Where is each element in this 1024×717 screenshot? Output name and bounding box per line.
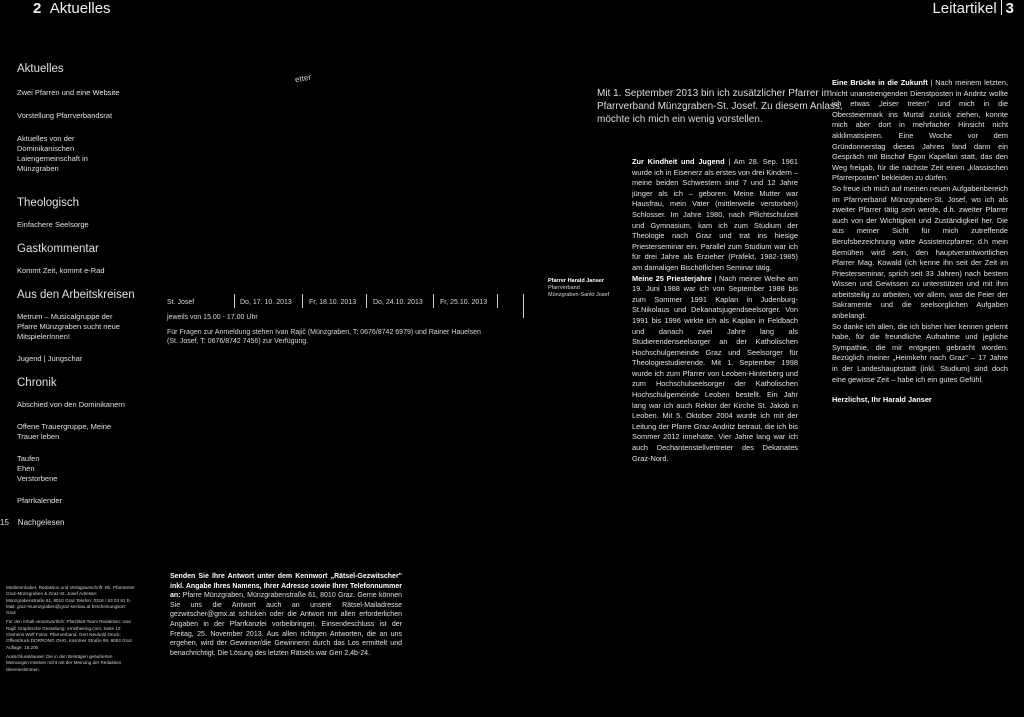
divider — [366, 294, 367, 308]
imprint-block: Medieninhaber, Redaktion und Verlagsanschrift: Rk. Pfarrämter Graz-Münzgraben & Graz-St. Josef Adresse: Münzgrabenstraße 61, 8010 Graz Telefon: 0316 / 83 03 81 E-Mail: graz-muenzgraben@graz-seckau.at Erscheinungsort: Graz — [6, 585, 135, 616]
paragraph-text: Nach meiner Weihe am 19. Juni 1988 war ich von September 1988 bis zum Sommer 1991 Kaplan in Judenburg-St.Nikolaus und Dekanatsjugendseelsorger. Von 1991 bis 1996 wirkte ich als Kaplan in Feldbach und danach zwei Jahre lang als Studierendenseelsorger an der Katholischen Hochschulgemeinde Graz und Seelsorger für Theologiestudierende. Mit 1. September 1998 wurde ich zum Pfarrer von Leoben-Hinterberg und zum Hochschulseelsorger der Katholischen Hochschulgemeinde Leoben bestellt. Ein Jahr lang war ich auch Rektor der Kirche St. Jakob in Leoben. Mit 5. Oktober 2004 wurde ich mit der Leitung der Pfarre Graz-Andritz betraut, die ich bis Sommer 2012 innehatte. Vier Jahre lang war ich auch Dechantenstellvertreter des Dekanates Graz-Nord. — [632, 273, 799, 463]
toc-section-theologisch[interactable]: Theologisch — [17, 197, 80, 209]
paragraph-kindheit: Zur Kindheit und Jugend | Am 28. Sep. 1961 wurde ich in Eisenerz als erstes von drei Kindern – meine beiden Schwestern sind 7 und 12 Jahre jünger als ich – geboren. Meine Mutter war Hausfrau, mein Vater (mittlerweile verstorben) Schlosser. Im Jahre 1980, nach Pflichtschulzeit und Gymnasium, kam ich zum Studium der Theologie nach Graz und trat ins hiesige Priesterseminar ein. Parallel zum Studium war ich für drei Jahre als Erzieher (Präfekt, 1982-1985) am damaligen Bischöflichen Seminar tätig. — [632, 157, 798, 272]
toc-item-label: Nachgelesen — [17, 518, 65, 527]
imprint — [6, 585, 136, 676]
toc-item[interactable]: Zwei Pfarren und eine Website — [17, 88, 120, 97]
imprint-block: Für den Inhalt verantwortlich: Pfarrblatt-Team Redaktion: Ivan Rajič Graphische Gestaltung: ernstheiring.com, Seite 12: Clemens Wolf Fotos: Pfarrverband, Gert Neuhold Druck: Offsetdruck DORRONG OHG, Kärntner Straße 98, 8053 Graz Auflage: 15.200 — [6, 619, 133, 650]
right-page-number: 3 — [1005, 0, 1014, 17]
toc-item[interactable]: Einfachere Seelsorge — [17, 220, 89, 229]
toc-item[interactable]: Taufen Ehen Verstorbene — [17, 454, 58, 483]
divider — [433, 294, 434, 308]
left-page-number: 2 — [33, 0, 42, 17]
toc-page-number: 15 — [0, 518, 9, 527]
article-intro: Mit 1. September 2013 bin ich zusätzlicher Pfarrer im Pfarrverband Münzgraben-St. Josef. Zu diesem Anlass, möchte ich mich ein wenig vorstellen. — [597, 88, 843, 125]
paragraph-text: Am 28. Sep. 1961 wurde ich in Eisenerz als erstes von drei Kindern – meine beiden Schwestern sind 7 und 12 Jahre jünger als ich – geboren. Meine Mutter war Hausfrau, mein Vater (mittlerweile verstorben) Schlosser. Im Jahre 1980, nach Pflichtschulzeit und Gymnasium, kam ich zum Studium der Theologie nach Graz und trat ins hiesige Priesterseminar ein. Parallel zum Studium war ich für drei Jahre als Erzieher (Präfekt, 1982-1985) am damaligen Bischöflichen Seminar tätig. — [632, 157, 798, 272]
schedule-date: Do, 17. 10. 2013 — [240, 299, 292, 306]
divider — [497, 294, 498, 308]
schedule-contact: Für Fragen zur Anmeldung stehen Ivan Rajič (Münzgraben, T: 0676/8742 6979) und Rainer Hauelsen (St. Josef, T: 0676/8742 7456) zur Verfügung. — [167, 329, 481, 345]
subheading: Eine Brücke in die Zukunft — [832, 78, 928, 87]
subheading: Zur Kindheit und Jugend — [632, 157, 725, 166]
divider — [302, 294, 303, 308]
fragment-text: etter — [294, 72, 312, 85]
paragraph-bruecke: Eine Brücke in die Zukunft | Nach meinem letzten, nicht unanstrengenden Dienstposten in Andritz wollte ich etwas „leiser treten" und mich in die Obersteiermark ins Murtal zurück ziehen, konnte mich aber dort in mehrfacher Hinsicht nicht akklimatisieren. Eine Woche vor dem Gründonnerstag dieses Jahres fand dann ein Gespräch mit Bischof Egon Kapellari statt, das den Weg freigab, für die nächste Zeit einen „klassischen Pfarrerposten" bekleiden zu dürfen. — [832, 78, 1008, 183]
photo-caption — [548, 278, 618, 299]
caption-line: Pfarrverband — [548, 285, 580, 291]
imprint-block: Ausschlussklausel: Die in den Beiträgen geäußerten Meinungen müssen nicht mit der Meinung der Redaktion übereinstimmen. — [6, 653, 122, 672]
caption-name: Pfarrer Harald Janser — [548, 278, 604, 284]
toc-nachgelesen[interactable] — [0, 518, 65, 527]
toc-item[interactable]: Metrum – Musicalgruppe der Pfarre Münzgraben sucht neue MitspielerInnen! — [17, 312, 120, 341]
paragraph-text: Nach meinem letzten, nicht unanstrengenden Dienstposten in Andritz wollte ich etwas „leiser treten" und mich in die Obersteiermark ins Murtal zurück ziehen, konnte mich aber dort in mehrfacher Hinsicht nicht akklimatisieren. Eine Woche vor dem Gründonnerstag dieses Jahres fand dann ein Gespräch mit Bischof Egon Kapellari statt, das den Weg freigab, für die nächste Zeit einen „klassischen Pfarrerposten" bekleiden zu dürfen. — [832, 78, 1008, 183]
puzzle-lead: Senden Sie Ihre Antwort unter dem Kennwort „Rätsel-Gezwitscher" inkl. Angabe Ihres Namens, Ihrer Adresse sowie Ihrer Telefonnummer an: — [170, 573, 402, 600]
toc-item[interactable]: Offene Trauergruppe, Meine Trauer leben — [17, 422, 112, 441]
divider — [523, 294, 524, 318]
toc-section-gastkommentar[interactable]: Gastkommentar — [17, 243, 99, 255]
toc-section-arbeitskreisen[interactable]: Aus den Arbeitskreisen — [17, 289, 135, 301]
article-column-1 — [632, 157, 798, 464]
caption-line: Münzgraben-Sankt Josef — [548, 292, 610, 298]
schedule-date: Fr, 25.10. 2013 — [440, 299, 488, 306]
toc-item[interactable]: Jugend | Jungschar — [17, 354, 83, 363]
paragraph-text: So freue ich mich auf meinen neuen Aufgabenbereich im Pfarrverband Münzgraben-St. Josef, wo ich als zweiter Pfarrer tätig sein werde, d.h. zweiter Pfarrer auch von der Wichtigkeit und Zuständigkeit her. Die aus meiner Sicht für mich zutreffende Berufsbezeichnung wäre Assistenzpfarrer; d.h mein Bemühen wird sein, den hauptverantwortlichen Pfarrer Mag. Kowald (ich kenne ihn seit der Zeit im Priesterseminar, sprich seit 33 Jahren) nach bestem Wissen und Gewissen zu unterstützen und mit ihm arbeitsteilig zu arbeiten, vor allem, was die Feier der Sakramente und die seelsorglichen Aufgaben anbelangt. — [832, 183, 1008, 321]
toc-item[interactable]: Aktuelles von der Dominikanischen Laiengemeinschaft in Münzgraben — [17, 134, 88, 173]
toc-item[interactable]: Abschied von den Dominikanern — [17, 400, 125, 409]
toc-section-chronik[interactable]: Chronik — [17, 377, 57, 389]
schedule-date: Fr, 18.10. 2013 — [309, 299, 357, 306]
paragraph-text: So danke ich allen, die ich bisher hier kennen gelernt habe, für die freundliche Aufnahme und jegliche Sympathie, die mir entgegen gebracht worden. Bezüglich meiner „Heimkehr nach Graz" – 17 Jahre in der Landeshauptstadt (inkl. Studium) sind doch eine gewisse Zeit – habe ich ein gutes Gefühl. — [832, 321, 1008, 384]
paragraph-priesterjahre: Meine 25 Priesterjahre | Nach meiner Weihe am 19. Juni 1988 war ich von September 1988 bis zum Sommer 1991 Kaplan in Judenburg-St.Nikolaus und Dekanatsjugendseelsorger. Von 1991 bis 1996 wirkte ich als Kaplan in Feldbach und danach zwei Jahre lang als Studierendenseelsorger an der Katholischen Hochschulgemeinde Graz und Seelsorger für Theologiestudierende. Mit 1. September 1998 wurde ich zum Pfarrer von Leoben-Hinterberg und zum Hochschulseelsorger der Katholischen Hochschulgemeinde Leoben bestellt. Ein Jahr lang war ich auch Rektor der Kirche St. Jakob in Leoben. Mit 5. Oktober 2004 wurde ich mit der Leitung der Pfarre Graz-Andritz betraut, die ich bis Sommer 2012 innehatte. Vier Jahre lang war ich auch Dechantenstellvertreter des Dekanates Graz-Nord. — [632, 273, 799, 463]
schedule-time: jeweils von 15.00 - 17.00 Uhr — [167, 314, 258, 321]
schedule-date: Do, 24.10. 2013 — [373, 299, 423, 306]
puzzle-text: Pfarre Münzgraben, Münzgrabenstraße 61, 8010 Graz. Gerne können Sie uns die Antwort auch an unsere Rätsel-Mailadresse gezwitscher@gmx.at schicken oder die Antwort mit allen erforderlichen Angaben in der Pfarrkanzlei vorbeibringen. Einsendeschluss ist der Freitag, 25. November 2013. Aus allen richtigen Antworten, die an uns ergehen, wird der Gewinner/die Gewinnerin durch das Los ermittelt und benachrichtigt. Die Lösung des letzten Rätsels war Gen 2,4b-24. — [170, 592, 402, 657]
right-page-title: Leitartikel — [932, 0, 997, 17]
toc-item[interactable]: Kommt Zeit, kommt e-Rad — [17, 266, 105, 275]
schedule-place: St. Josef — [167, 299, 195, 306]
article-column-2 — [832, 78, 1008, 406]
signature: Herzlichst, Ihr Harald Janser — [832, 395, 932, 405]
header-divider — [1001, 0, 1002, 15]
left-page-header — [33, 0, 111, 17]
table-of-contents — [17, 62, 157, 506]
subheading: Meine 25 Priesterjahre — [632, 273, 712, 283]
toc-item[interactable]: Vorstellung Pfarrverbandsrat — [17, 111, 113, 120]
divider — [234, 294, 235, 308]
right-page-header — [932, 0, 1014, 17]
toc-section-aktuelles[interactable]: Aktuelles — [17, 63, 64, 75]
left-page-title: Aktuelles — [49, 0, 111, 17]
puzzle-instructions — [170, 572, 402, 658]
toc-item[interactable]: Pfarrkalender — [17, 496, 63, 505]
